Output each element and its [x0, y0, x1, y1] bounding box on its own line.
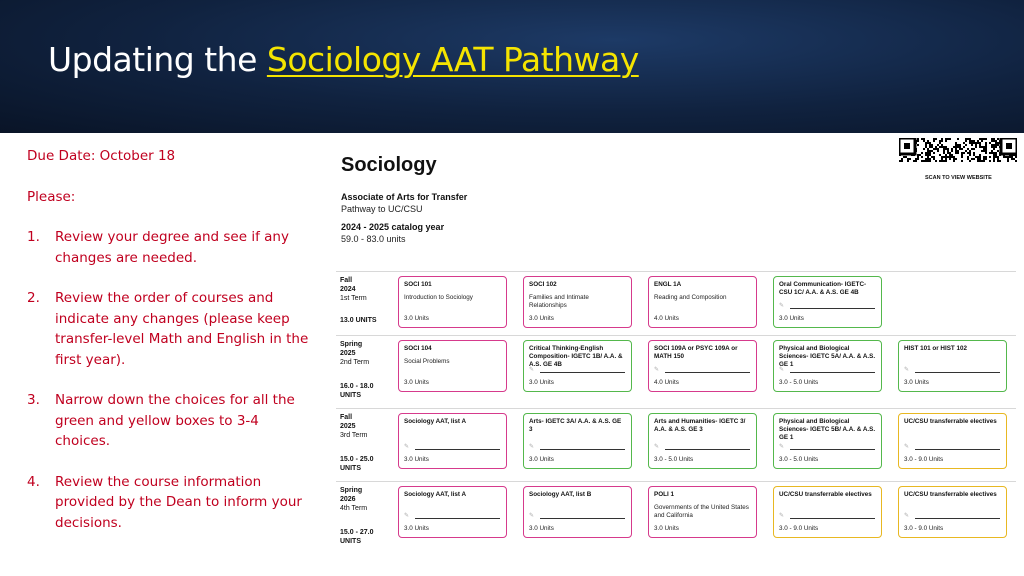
course-title: Physical and Biological Sciences- IGETC 5A/ A.A. & A.S. GE 1: [779, 345, 876, 368]
term-season: Spring: [340, 487, 363, 494]
course-choice-field[interactable]: [415, 518, 500, 519]
course-box[interactable]: [898, 340, 1007, 392]
course-title: UC/CSU transferrable electives: [904, 418, 997, 425]
course-units: 3.0 Units: [904, 379, 929, 386]
course-box[interactable]: [898, 486, 1007, 538]
doc-title: Sociology: [341, 154, 437, 176]
degree-name: Associate of Arts for Transfer: [341, 192, 468, 202]
course-box[interactable]: [523, 486, 632, 538]
item-number: 1.: [27, 229, 40, 245]
term-label: [340, 413, 396, 475]
term-term: 2nd Term: [340, 359, 370, 366]
title-link[interactable]: Sociology AAT Pathway: [266, 40, 639, 79]
pencil-icon: ✎: [904, 513, 910, 519]
course-units: 3.0 - 5.0 Units: [779, 456, 819, 463]
term-label: [340, 276, 396, 338]
course-box[interactable]: [398, 276, 507, 328]
item-text: Review the order of courses and indicate any changes (please keep transfer-level Math and English in the first year).: [55, 290, 309, 368]
term-label: [340, 340, 396, 402]
course-units: 3.0 Units: [529, 525, 554, 532]
course-box[interactable]: [648, 486, 757, 538]
course-box[interactable]: [523, 413, 632, 469]
slide-title: [48, 40, 639, 79]
qr-code-icon[interactable]: [899, 138, 1017, 162]
course-choice-field[interactable]: [415, 449, 500, 450]
course-box[interactable]: [773, 413, 882, 469]
course-description: Families and Intimate Relationships: [529, 294, 589, 309]
term-year: 2025: [340, 350, 356, 357]
course-title: HIST 101 or HIST 102: [904, 345, 967, 352]
course-choice-field[interactable]: [915, 449, 1000, 450]
course-description: Governments of the United States and California: [654, 504, 749, 519]
course-title: ENGL 1A: [654, 281, 682, 288]
catalog-year: 2024 - 2025 catalog year: [341, 222, 445, 232]
course-title: Physical and Biological Sciences- IGETC 5B/ A.A. & A.S. GE 1: [779, 418, 876, 441]
pencil-icon: ✎: [654, 367, 660, 373]
pencil-icon: ✎: [529, 444, 535, 450]
course-box[interactable]: [523, 276, 632, 328]
due-date: Due Date: October 18: [27, 148, 176, 164]
course-box[interactable]: [898, 413, 1007, 469]
course-choice-field[interactable]: [790, 449, 875, 450]
course-title: POLI 1: [654, 491, 674, 498]
course-choice-field[interactable]: [790, 372, 875, 373]
pathway-name: Pathway to UC/CSU: [341, 204, 423, 214]
course-box[interactable]: [773, 276, 882, 328]
term-units: 16.0 - 18.0 UNITS: [340, 383, 374, 399]
course-box[interactable]: [398, 413, 507, 469]
item-text: Review the course information provided by the Dean to inform your decisions.: [55, 473, 302, 531]
slide-header: [0, 0, 1024, 133]
course-units: 3.0 - 5.0 Units: [654, 456, 694, 463]
course-choice-field[interactable]: [540, 449, 625, 450]
course-choice-field[interactable]: [540, 518, 625, 519]
course-units: 3.0 Units: [529, 456, 554, 463]
term-units: 15.0 - 25.0 UNITS: [340, 456, 374, 472]
term-term: 1st Term: [340, 295, 367, 302]
course-box[interactable]: [523, 340, 632, 392]
pencil-icon: ✎: [904, 444, 910, 450]
course-title: Oral Communication- IGETC- CSU 1C/ A.A. & A.S. GE 4B: [779, 281, 867, 296]
term-divider: [336, 335, 1016, 336]
scan-label: SCAN TO VIEW WEBSITE: [925, 175, 992, 181]
instruction-list: [27, 227, 312, 533]
term-season: Spring: [340, 341, 363, 348]
list-item: [27, 390, 312, 452]
pencil-icon: ✎: [779, 513, 785, 519]
item-number: 2.: [27, 290, 40, 306]
pencil-icon: ✎: [404, 513, 410, 519]
course-box[interactable]: [773, 486, 882, 538]
course-title: SOCI 101: [404, 281, 432, 288]
course-box[interactable]: [398, 340, 507, 392]
list-item: [27, 288, 312, 370]
pencil-icon: ✎: [529, 367, 535, 373]
course-choice-field[interactable]: [540, 372, 625, 373]
course-units: 3.0 Units: [529, 379, 554, 386]
term-divider: [336, 271, 1016, 272]
term-season: Fall: [340, 414, 353, 421]
pencil-icon: ✎: [404, 444, 410, 450]
term-units: 13.0 UNITS: [340, 317, 377, 324]
course-choice-field[interactable]: [665, 372, 750, 373]
course-box[interactable]: [398, 486, 507, 538]
term-year: 2025: [340, 423, 356, 430]
course-title: Arts- IGETC 3A/ A.A. & A.S. GE 3: [529, 418, 622, 433]
list-item: [27, 227, 312, 268]
term-label: [340, 486, 396, 548]
course-title: SOCI 109A or PSYC 109A or MATH 150: [654, 345, 738, 360]
total-units: 59.0 - 83.0 units: [341, 234, 406, 244]
course-box[interactable]: [773, 340, 882, 392]
pencil-icon: ✎: [779, 444, 785, 450]
course-units: 3.0 - 9.0 Units: [904, 525, 944, 532]
course-units: 3.0 Units: [404, 525, 429, 532]
pencil-icon: ✎: [779, 367, 785, 373]
course-description: Reading and Composition: [654, 294, 727, 301]
course-units: 3.0 - 9.0 Units: [779, 525, 819, 532]
pencil-icon: ✎: [529, 513, 535, 519]
course-units: 3.0 Units: [404, 379, 429, 386]
term-units: 15.0 - 27.0 UNITS: [340, 529, 374, 545]
course-choice-field[interactable]: [915, 518, 1000, 519]
course-choice-field[interactable]: [790, 518, 875, 519]
course-title: UC/CSU transferrable electives: [904, 491, 997, 498]
item-number: 3.: [27, 392, 40, 408]
course-choice-field[interactable]: [915, 372, 1000, 373]
please-label: Please:: [27, 188, 76, 205]
course-title: Sociology AAT, list A: [404, 418, 467, 425]
item-number: 4.: [27, 473, 40, 490]
course-units: 3.0 Units: [404, 315, 429, 322]
term-divider: [336, 408, 1016, 409]
course-description: Social Problems: [404, 358, 450, 365]
course-units: 3.0 - 5.0 Units: [779, 379, 819, 386]
course-units: 4.0 Units: [654, 379, 679, 386]
course-title: Sociology AAT, list A: [404, 491, 467, 498]
term-term: 4th Term: [340, 505, 368, 512]
item-text: Review your degree and see if any changes are needed.: [55, 229, 289, 266]
course-box[interactable]: [648, 276, 757, 328]
term-divider: [336, 481, 1016, 482]
course-title: Critical Thinking-English Composition- IGETC 1B/ A.A. & A.S. GE 4B: [529, 345, 623, 368]
term-year: 2026: [340, 496, 356, 503]
course-units: 3.0 Units: [529, 315, 554, 322]
instructions: [27, 146, 312, 553]
course-units: 4.0 Units: [654, 315, 679, 322]
course-title: Arts and Humanities- IGETC 3/ A.A. & A.S. GE 3: [654, 418, 746, 433]
course-description: Introduction to Sociology: [404, 294, 473, 301]
pencil-icon: ✎: [904, 367, 910, 373]
course-box[interactable]: [648, 340, 757, 392]
term-year: 2024: [340, 286, 356, 293]
pencil-icon: ✎: [779, 303, 785, 309]
course-choice-field[interactable]: [665, 449, 750, 450]
title-prefix: Updating the: [48, 40, 267, 79]
course-units: 3.0 Units: [404, 456, 429, 463]
course-units: 3.0 Units: [654, 525, 679, 532]
course-box[interactable]: [648, 413, 757, 469]
course-units: 3.0 - 9.0 Units: [904, 456, 944, 463]
course-title: SOCI 104: [404, 345, 432, 352]
term-term: 3rd Term: [340, 432, 368, 439]
course-title: SOCI 102: [529, 281, 557, 288]
pathway-document: [336, 140, 1024, 576]
course-title: Sociology AAT, list B: [529, 491, 592, 498]
list-item: [27, 472, 312, 534]
pencil-icon: ✎: [654, 444, 660, 450]
course-units: 3.0 Units: [779, 315, 804, 322]
item-text: Narrow down the choices for all the green and yellow boxes to 3-4 choices.: [55, 392, 295, 449]
course-choice-field[interactable]: [790, 308, 875, 309]
course-title: UC/CSU transferrable electives: [779, 491, 872, 498]
term-season: Fall: [340, 277, 353, 284]
